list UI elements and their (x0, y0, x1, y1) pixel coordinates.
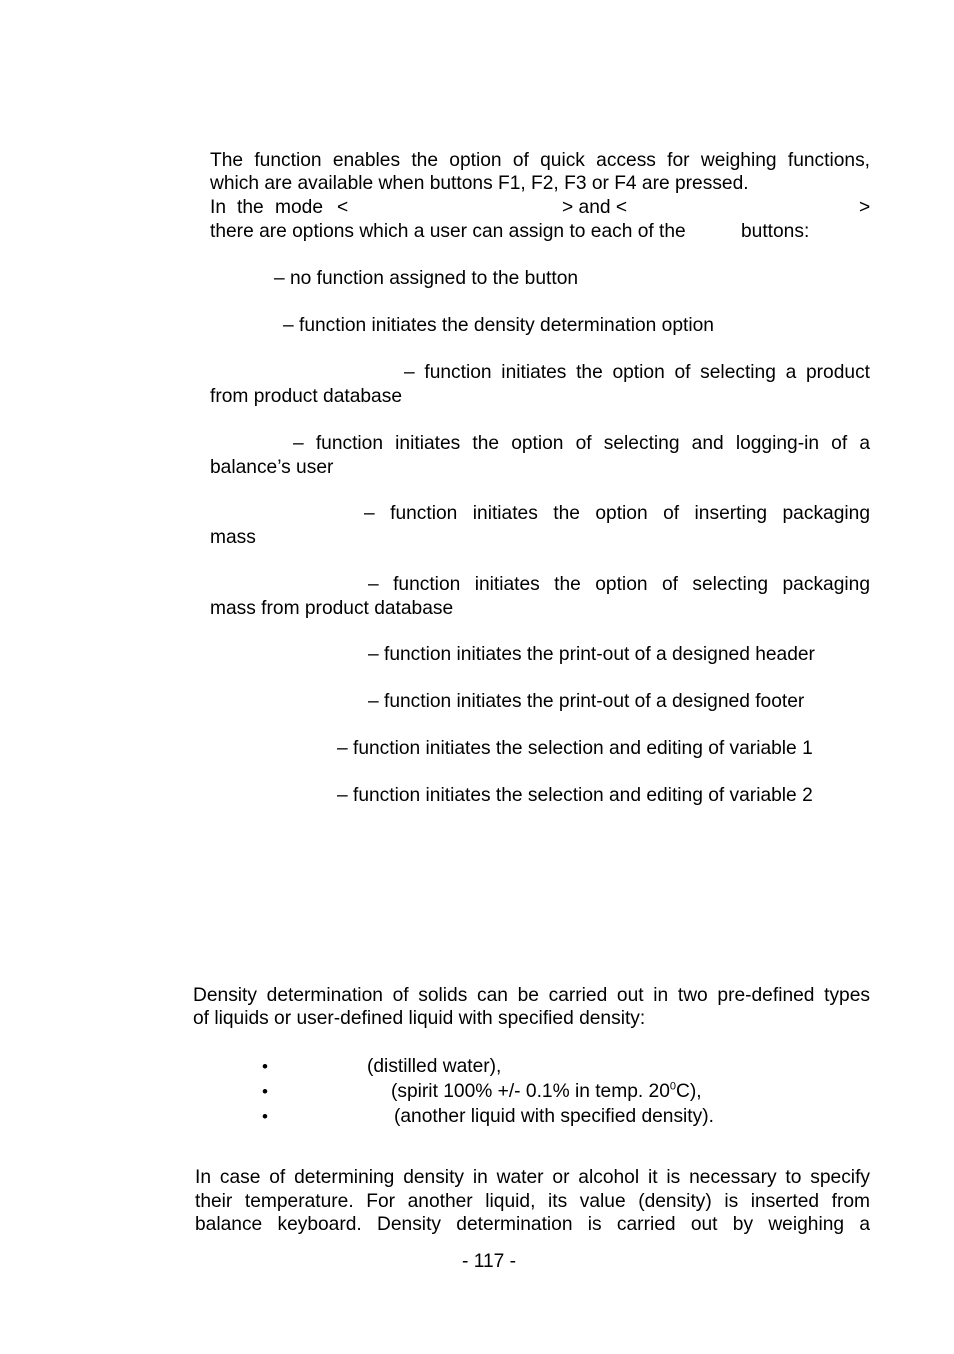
bullet-3-marker: • (262, 1107, 268, 1126)
option-none: – no function assigned to the button (274, 268, 579, 289)
intro-mode-lt: < (337, 197, 349, 218)
intro-mode-gt-and: > and < (562, 197, 628, 218)
option-user: – function initiates the option of selecting and logging-in of a (293, 433, 870, 454)
intro-mode-word: mode (275, 197, 323, 218)
option-footer: – function initiates the print-out of a designed footer (368, 691, 805, 712)
density-para-line-2: their temperature. For another liquid, its value (density) is inserted from (195, 1191, 870, 1212)
option-density: – function initiates the density determination option (283, 315, 714, 336)
option-user-cont: balance’s user (210, 457, 334, 478)
density-para-line-3: balance keyboard. Density determination is carried out by weighing a (195, 1214, 870, 1235)
intro-line-4b: buttons: (741, 221, 810, 242)
density-para-line-1: In case of determining density in water or alcohol it is necessary to specify (195, 1167, 870, 1188)
bullet-2-marker: • (262, 1082, 268, 1101)
option-packaging: – function initiates the option of inserting packaging (364, 503, 870, 524)
option-variable-1: – function initiates the selection and editing of variable 1 (337, 738, 813, 759)
page-number: - 117 - (462, 1251, 517, 1272)
option-product-cont: from product database (210, 386, 402, 407)
intro-mode-gt: > (859, 197, 871, 218)
bullet-2-degree: 0 (669, 1080, 677, 1093)
intro-mode-the: the (237, 197, 264, 218)
option-product: – function initiates the option of selecting a product (404, 362, 870, 383)
intro-line-4a: there are options which a user can assign to each of the (210, 221, 686, 242)
option-packaging-db: – function initiates the option of selecting packaging (368, 574, 870, 595)
bullet-2-text-unit: C), (676, 1081, 702, 1102)
bullet-2-text (391, 1080, 702, 1104)
option-packaging-cont: mass (210, 527, 256, 548)
bullet-1-marker: • (262, 1057, 268, 1076)
density-line-1: Density determination of solids can be carried out in two pre-defined types (193, 985, 870, 1006)
density-line-2: of liquids or user-defined liquid with specified density: (193, 1008, 646, 1029)
option-variable-2: – function initiates the selection and editing of variable 2 (337, 785, 813, 806)
intro-line-1: The function enables the option of quick access for weighing functions, (210, 150, 870, 171)
bullet-2-text-main: (spirit 100% +/- 0.1% in temp. 20 (391, 1081, 670, 1102)
option-packaging-db-cont: mass from product database (210, 598, 454, 619)
option-header: – function initiates the print-out of a designed header (368, 644, 815, 665)
intro-mode-in: In (210, 197, 227, 218)
bullet-1-text: (distilled water), (367, 1056, 502, 1077)
bullet-3-text: (another liquid with specified density). (394, 1106, 714, 1127)
intro-line-2: which are available when buttons F1, F2, F3 or F4 are pressed. (210, 173, 749, 194)
